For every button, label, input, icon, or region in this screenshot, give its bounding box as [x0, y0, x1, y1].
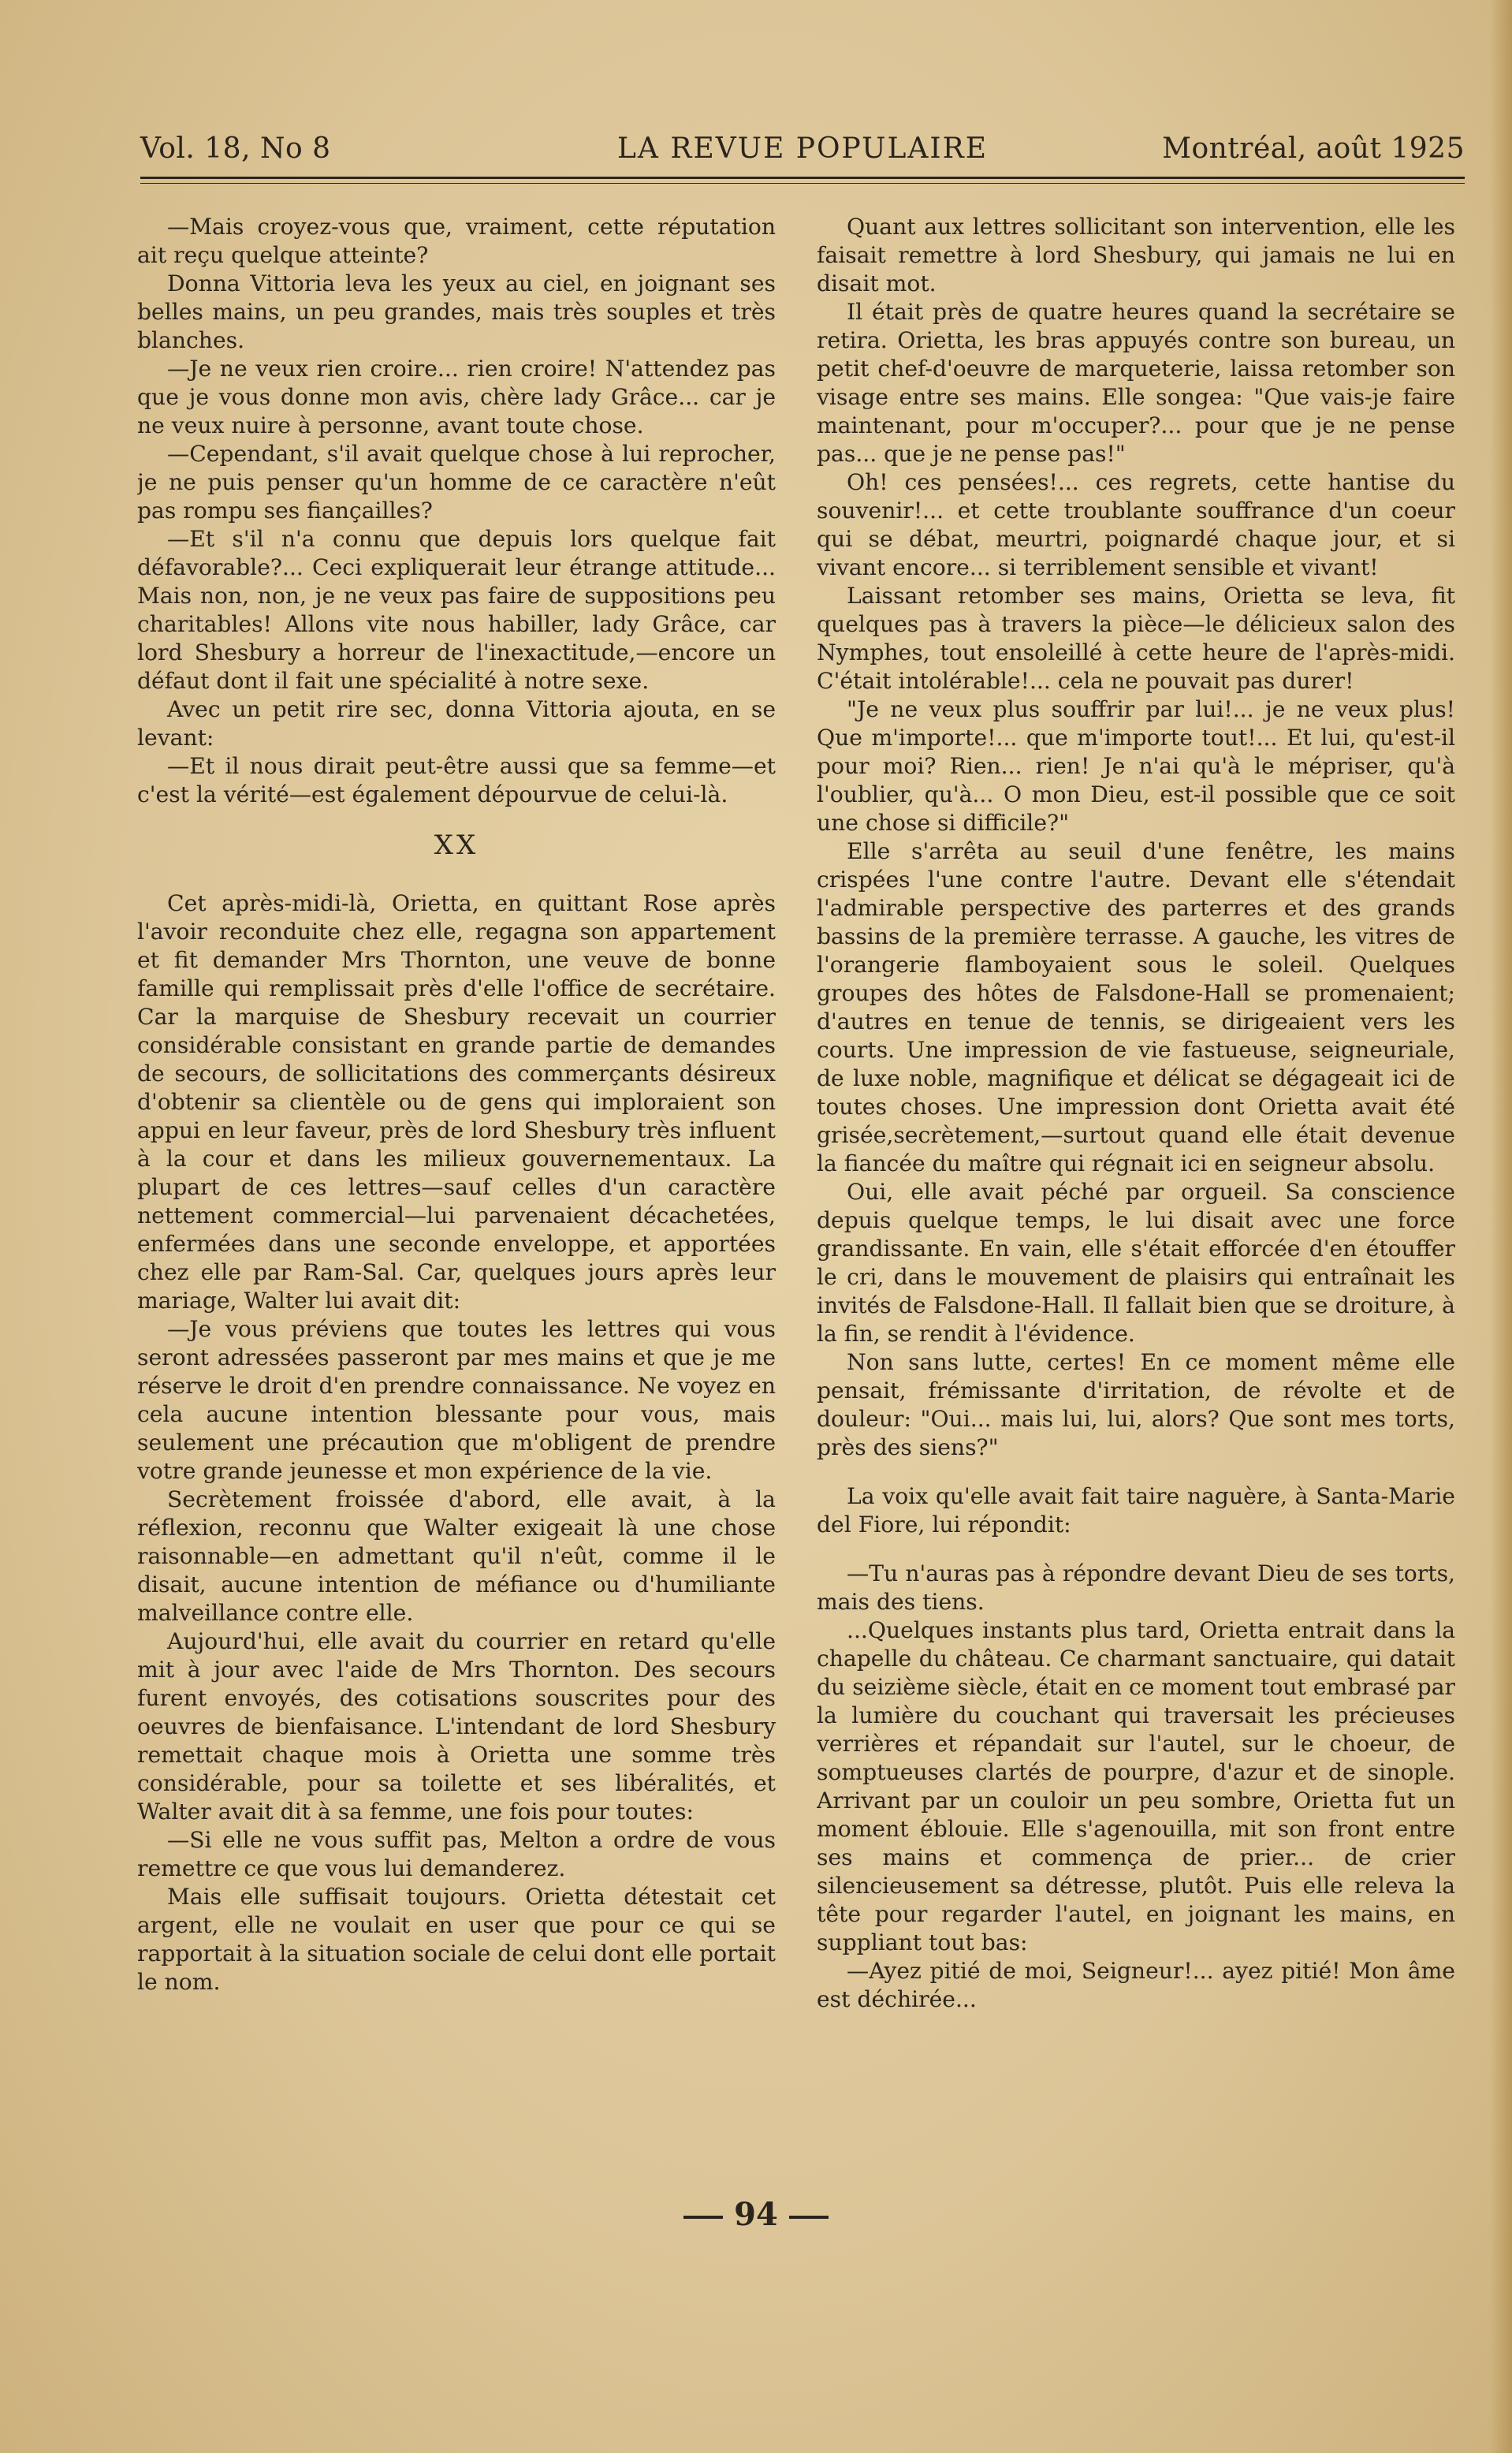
paragraph: Elle s'arrêta au seuil d'une fenêtre, les mains crispées l'une contre l'autre. Devant elle s'étendait l'admirable perspective des parterres et des grands bassins de la première terrasse. A gauche, les vitres de l'orangerie flamboyaient sous le soleil. Quelques groupes des hôtes de Falsdone-Hall se promenaient; d'autres en tenue de tennis, se dirigeaient vers les courts. Une impression de vie fastueuse, seigneuriale, de luxe noble, magnifique et délicat se dégageait ici de toutes choses. Une impression dont Orietta avait été grisée,secrètement,—surtout quand elle était devenue la fiancée du maître qui régnait ici en seigneur absolu. [817, 838, 1455, 1176]
paragraph: Quant aux lettres sollicitant son intervention, elle les faisait remettre à lord Shesbury, qui jamais ne lui en disait mot. [817, 214, 1455, 296]
paragraph: Donna Vittoria leva les yeux au ciel, en joignant ses belles mains, un peu grandes, mais très souples et très blanches. [137, 270, 776, 353]
right-column [817, 213, 1455, 2160]
header-title: LA REVUE POPULAIRE [617, 132, 988, 165]
footer-dash-right [789, 2216, 829, 2219]
paragraph: —Et s'il n'a connu que depuis lors quelque fait défavorable?... Ceci expliquerait leur étrange attitude... Mais non, non, je ne veux pas faire de suppositions peu charitables! Allons vite nous habiller, lady Grâce, car lord Shesbury a horreur de l'inexactitude,—encore un défaut dont il fait une spécialité à notre sexe. [137, 526, 776, 694]
section-gap [817, 1539, 1455, 1560]
page-footer [0, 2196, 1512, 2233]
paragraph: —Mais croyez-vous que, vraiment, cette réputation ait reçu quelque atteinte? [137, 214, 776, 268]
paragraph: Cet après-midi-là, Orietta, en quittant Rose après l'avoir reconduite chez elle, regagna son appartement et fit demander Mrs Thornton, une veuve de bonne famille qui remplissait près d'elle l'office de secrétaire. Car la marquise de Shesbury recevait un courrier considérable consistant en grande partie de demandes de secours, de sollicitations des commerçants désireux d'obtenir sa clientèle ou de gens qui imploraient son appui en leur faveur, près de lord Shesbury très influent à la cour et dans les milieux gouvernementaux. La plupart de ces lettres—sauf celles d'un caractère nettement commercial—lui parvenaient décachetées, enfermées dans une seconde enveloppe, et apportées chez elle par Ram-Sal. Car, quelques jours après leur mariage, Walter lui avait dit: [137, 890, 776, 1314]
left-column [137, 213, 776, 2160]
paragraph: —Et il nous dirait peut-être aussi que sa femme—et c'est la vérité—est également dépourvue de celui-là. [137, 753, 776, 807]
paragraph: —Si elle ne vous suffit pas, Melton a ordre de vous remettre ce que vous lui demanderez. [137, 1827, 776, 1881]
paragraph: ...Quelques instants plus tard, Orietta entrait dans la chapelle du château. Ce charmant sanctuaire, qui datait du seizième siècle, était en ce moment tout embrasé par la lumière du couchant qui traversait les précieuses verrières et répandait sur l'autel, sur le choeur, de somptueuses clartés de pourpre, d'azur et de sinople. Arrivant par un couloir un peu sombre, Orietta fut un moment éblouie. Elle s'agenouilla, mit son front entre ses mains et commença de prier... de crier silencieusement sa détresse, plutôt. Puis elle releva la tête pour regarder l'autel, en joignant les mains, en suppliant tout bas: [817, 1617, 1455, 1955]
paragraph: Mais elle suffisait toujours. Orietta détestait cet argent, elle ne voulait en user que pour ce qui se rapportait à la situation sociale de celui dont elle portait le nom. [137, 1884, 776, 1995]
paragraph: —Cependant, s'il avait quelque chose à lui reprocher, je ne puis penser qu'un homme de ce caractère n'eût pas rompu ses fiançailles? [137, 441, 776, 524]
paragraph: La voix qu'elle avait fait taire naguère, à Santa-Marie del Fiore, lui répondit: [817, 1483, 1455, 1538]
header-rule-thin [140, 183, 1465, 184]
page-edge-shadow [1490, 0, 1512, 2453]
paragraph: —Ayez pitié de moi, Seigneur!... ayez pitié! Mon âme est déchirée... [817, 1958, 1455, 2012]
paragraph: Oh! ces pensées!... ces regrets, cette hantise du souvenir!... et cette troublante souffrance d'un coeur qui se débat, meurtri, poignardé chaque jour, et si vivant encore... si terriblement sensible et vivant! [817, 469, 1455, 580]
header-rule [140, 177, 1465, 179]
paragraph: "Je ne veux plus souffrir par lui!... je ne veux plus! Que m'importe!... que m'importe tout!... Et lui, qu'est-il pour moi? Rien... rien! Je n'ai qu'à le mépriser, qu'à l'oublier, qu'à... O mon Dieu, est-il possible que ce soit une chose si difficile?" [817, 696, 1455, 836]
footer-dash-left [683, 2216, 723, 2219]
paragraph: Non sans lutte, certes! En ce moment même elle pensait, frémissante d'irritation, de révolte et de douleur: "Oui... mais lui, lui, alors? Que sont mes torts, près des siens?" [817, 1349, 1455, 1460]
chapter-heading: XX [434, 829, 479, 861]
paragraph: Aujourd'hui, elle avait du courrier en retard qu'elle mit à jour avec l'aide de Mrs Thornton. Des secours furent envoyés, des cotisations souscrites pour des oeuvres de bienfaisance. L'intendant de lord Shesbury remettait chaque mois à Orietta une somme très considérable, pour sa toilette et ses libéralités, et Walter avait dit à sa femme, une fois pour toutes: [137, 1628, 776, 1825]
paragraph: Laissant retomber ses mains, Orietta se leva, fit quelques pas à travers la pièce—le délicieux salon des Nymphes, tout ensoleillé à cette heure de l'après-midi. C'était intolérable!... cela ne pouvait pas durer! [817, 583, 1455, 694]
section-gap [817, 1462, 1455, 1482]
header-volume: Vol. 18, No 8 [140, 132, 331, 165]
paragraph: —Je vous préviens que toutes les lettres qui vous seront adressées passeront par mes mains et que je me réserve le droit d'en prendre connaissance. Ne voyez en cela aucune intention blessante pour vous, mais seulement une précaution que m'obligent de prendre votre grande jeunesse et mon expérience de la vie. [137, 1316, 776, 1484]
paragraph: Secrètement froissée d'abord, elle avait, à la réflexion, reconnu que Walter exigeait là une chose raisonnable—en admettant qu'il n'eût, comme il le disait, aucune intention de méfiance ou d'humiliante malveillance contre elle. [137, 1486, 776, 1626]
paragraph: Oui, elle avait péché par orgueil. Sa conscience depuis quelque temps, le lui disait avec une force grandissante. En vain, elle s'était efforcée d'en étouffer le cri, dans le mouvement de plaisirs qui entraînait les invités de Falsdone-Hall. Il fallait bien que se droiture, à la fin, se rendit à l'évidence. [817, 1179, 1455, 1347]
paragraph: —Tu n'auras pas à répondre devant Dieu de ses torts, mais des tiens. [817, 1560, 1455, 1615]
paragraph: Avec un petit rire sec, donna Vittoria ajouta, en se levant: [137, 696, 776, 751]
page-header [140, 132, 1465, 172]
paragraph: —Je ne veux rien croire... rien croire! N'attendez pas que je vous donne mon avis, chère lady Grâce... car je ne veux nuire à personne, avant toute chose. [137, 356, 776, 438]
header-place-date: Montréal, août 1925 [1162, 132, 1465, 165]
page-number: 94 [734, 2196, 778, 2233]
paragraph: Il était près de quatre heures quand la secrétaire se retira. Orietta, les bras appuyés contre son bureau, un petit chef-d'oeuvre de marqueterie, laissa retomber son visage entre ses mains. Elle songea: "Que vais-je faire maintenant, pour m'occuper?... pour que je ne pense pas... que je ne pense pas!" [817, 299, 1455, 467]
